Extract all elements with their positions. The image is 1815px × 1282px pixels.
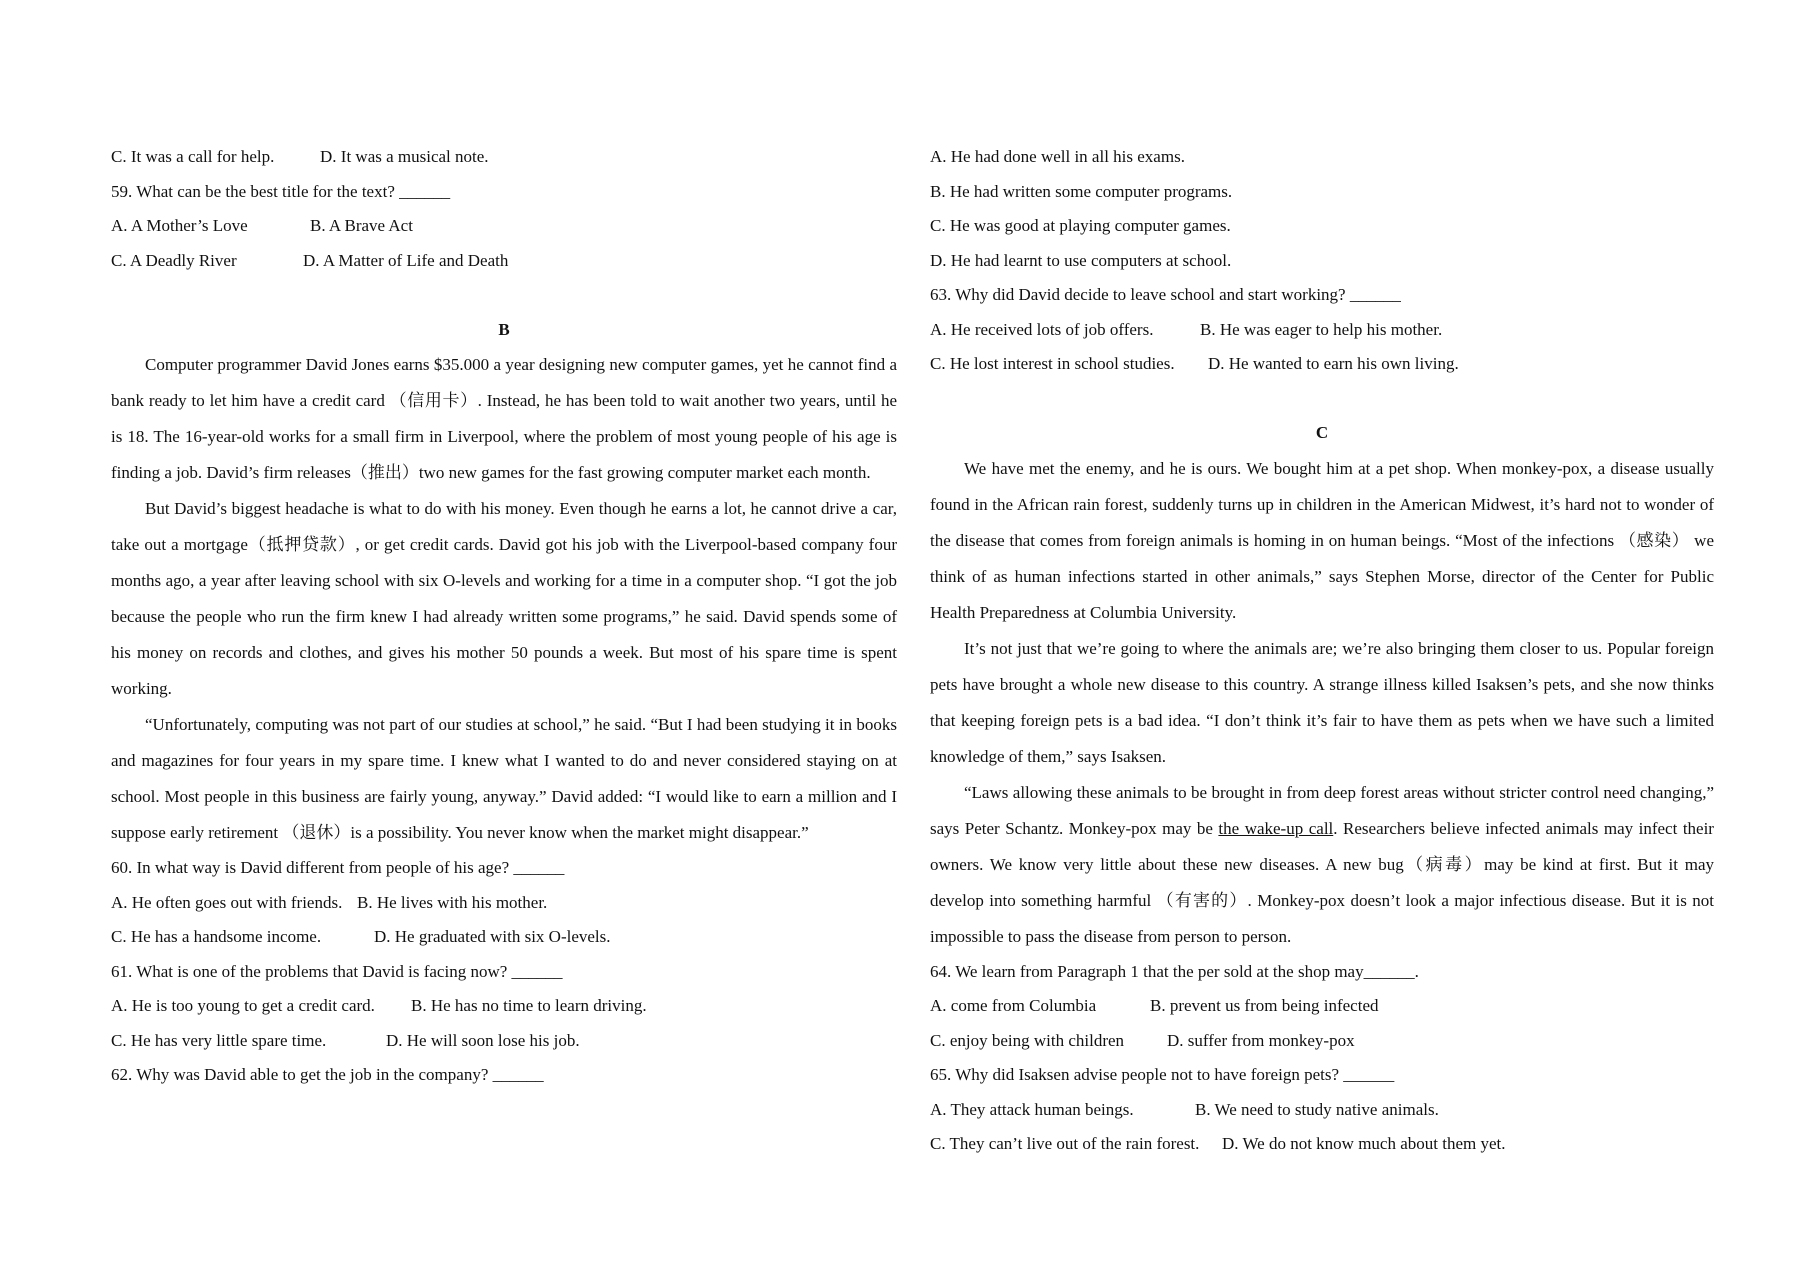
q64-option-a: A. come from Columbia [930,996,1097,1015]
q61-option-d: D. He will soon lose his job. [386,1030,580,1050]
q62-option-d: D. He had learnt to use computers at school. [930,250,1232,270]
passage-c-paragraph-2: It’s not just that we’re going to where the animals are; we’re also bringing them closer to us. Popular foreign pets have brought a whole new disease to this country. A strange illness killed Isaksen’s pets, and she now thinks that keeping foreign pets is a bad idea. “I don’t think it’s fair to have them as pets when we have such a limited knowledge of them,” says Isaksen. [930,638,1714,766]
q63-option-c: C. He lost interest in school studies. [930,354,1175,373]
question-64: 64. We learn from Paragraph 1 that the per sold at the shop may______. [930,961,1419,981]
q61-options-ab [111,989,897,1024]
q64-options-cd [930,1024,1714,1059]
q61-option-c: C. He has very little spare time. [111,1030,327,1050]
q63-option-d: D. He wanted to earn his own living. [1208,354,1459,373]
q60-option-c: C. He has a handsome income. [111,927,322,946]
q61-option-b: B. He has no time to learn driving. [411,996,647,1015]
q62-option-c: C. He was good at playing computer games. [930,216,1231,235]
question-62: 62. Why was David able to get the job in the company? ______ [111,1065,544,1084]
section-c-title: C [1315,423,1329,442]
q65-options-ab [930,1093,1714,1128]
q60-options-cd [111,920,897,955]
q58-options-cd [111,140,897,175]
right-column [930,140,1714,1162]
q65-option-d: D. We do not know much about them yet. [1222,1134,1506,1153]
section-b-title: B [498,319,510,339]
passage-c-p3-text-before: “Laws allowing these animals to be brought in from deep forest areas without stricter control need changing,” says Peter Schantz. Monkey-pox may be [930,782,1714,838]
q60-options-ab [111,886,897,921]
passage-b-paragraph-2: But David’s biggest headache is what to do with his money. Even though he earns a lot, he cannot drive a car, take out a mortgage（抵押贷款）, or get credit cards. David got his job with the Liverpool-based company four months ago, a year after leaving school with six O-levels and working for a time in a computer shop. “I got the job because the people who run the firm knew I had already written some programs,” he said. David spends some of his money on records and clothes, and gives his mother 50 pounds a week. But most of his spare time is spent working. [111,499,897,698]
q62-option-a: A. He had done well in all his exams. [930,147,1185,166]
q64-option-b: B. prevent us from being infected [1150,996,1379,1015]
q59-options-cd [111,244,897,279]
passage-c-p3-text-after: . Researchers believe infected animals may infect their owners. We know very little about these new diseases. A new bug（病毒）may be kind at first. But it may develop into something harmful （有害的）. Monkey-pox doesn’t look a major infectious disease. But it is not impossible to pass the disease from person to person. [930,818,1714,946]
q63-options-ab [930,313,1714,348]
q64-option-c: C. enjoy being with children [930,1030,1125,1050]
q64-option-d: D. suffer from monkey-pox [1167,1030,1355,1050]
passage-c-paragraph-3 [930,775,1714,955]
underlined-phrase: the wake-up call [1218,818,1334,838]
q62-option-b: B. He had written some computer programs. [930,181,1233,201]
q65-options-cd [930,1127,1714,1162]
q65-option-a: A. They attack human beings. [930,1099,1134,1119]
q59-option-d: D. A Matter of Life and Death [303,250,509,270]
passage-b-paragraph-1: Computer programmer David Jones earns $35.000 a year designing new computer games, yet he cannot find a bank ready to let him have a credit card （信用卡）. Instead, he has been told to wait another two years, until he is 18. The 16-year-old works for a small firm in Liverpool, where the problem of most young people of his age is finding a job. David’s firm releases（推出）two new games for the fast growing computer market each month. [111,355,897,482]
q58-option-c: C. It was a call for help. [111,147,275,166]
q65-option-b: B. We need to study native animals. [1195,1099,1439,1119]
q60-option-a: A. He often goes out with friends. [111,892,343,912]
q63-option-b: B. He was eager to help his mother. [1200,319,1443,339]
question-63: 63. Why did David decide to leave school and start working? ______ [930,285,1401,304]
q59-option-b: B. A Brave Act [310,216,413,235]
question-61: 61. What is one of the problems that David is facing now? ______ [111,961,563,981]
question-65: 65. Why did Isaksen advise people not to have foreign pets? ______ [930,1065,1395,1084]
q65-option-c: C. They can’t live out of the rain forest. [930,1134,1200,1153]
left-column [111,140,897,1093]
q63-option-a: A. He received lots of job offers. [930,319,1154,339]
q63-options-cd [930,347,1714,382]
q59-option-a: A. A Mother’s Love [111,216,248,235]
question-59: 59. What can be the best title for the text? ______ [111,181,451,201]
question-60: 60. In what way is David different from people of his age? ______ [111,858,565,877]
q60-option-b: B. He lives with his mother. [357,892,548,912]
q61-option-a: A. He is too young to get a credit card. [111,996,375,1015]
passage-c-paragraph-1: We have met the enemy, and he is ours. We bought him at a pet shop. When monkey-pox, a disease usually found in the African rain forest, suddenly turns up in children in the American Midwest, it’s hard not to wonder of the disease that comes from foreign animals is homing in on human beings. “Most of the infections （感染） we think of as human infections started in other animals,” says Stephen Morse, director of the Center for Public Health Preparedness at Columbia University. [930,458,1714,622]
q58-option-d: D. It was a musical note. [320,147,489,166]
q61-options-cd [111,1024,897,1059]
q59-options-ab [111,209,897,244]
q64-options-ab [930,989,1714,1024]
passage-b-paragraph-3: “Unfortunately, computing was not part of our studies at school,” he said. “But I had been studying it in books and magazines for four years in my spare time. I knew what I wanted to do and never considered staying on at school. Most people in this business are fairly young, anyway.” David added: “I would like to earn a million and I suppose early retirement （退休）is a possibility. You never know when the market might disappear.” [111,715,897,842]
q60-option-d: D. He graduated with six O-levels. [374,927,611,946]
q59-option-c: C. A Deadly River [111,250,237,270]
